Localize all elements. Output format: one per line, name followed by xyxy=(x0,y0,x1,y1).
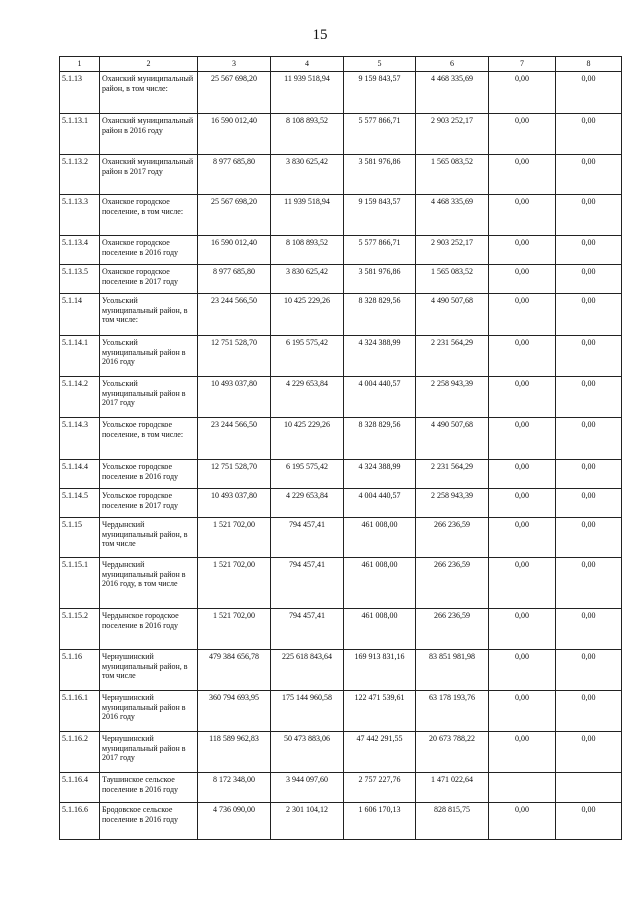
col3-value: 10 493 037,80 xyxy=(198,377,271,418)
col7-value xyxy=(489,773,556,803)
col8-value: 0,00 xyxy=(556,114,622,155)
col3-value: 25 567 698,20 xyxy=(198,72,271,114)
col5-value: 169 913 831,16 xyxy=(344,650,416,691)
row-code: 5.1.16.2 xyxy=(60,732,100,773)
row-name: Усольский муниципальный район, в том числе: xyxy=(100,294,198,336)
col4-value: 794 457,41 xyxy=(271,518,344,558)
column-header: 8 xyxy=(556,57,622,72)
column-header: 7 xyxy=(489,57,556,72)
col4-value: 6 195 575,42 xyxy=(271,460,344,489)
col4-value: 794 457,41 xyxy=(271,558,344,609)
row-code: 5.1.13 xyxy=(60,72,100,114)
col6-value: 266 236,59 xyxy=(416,518,489,558)
row-code: 5.1.13.5 xyxy=(60,265,100,294)
col7-value: 0,00 xyxy=(489,236,556,265)
col3-value: 1 521 702,00 xyxy=(198,518,271,558)
col7-value: 0,00 xyxy=(489,155,556,195)
col5-value: 4 004 440,57 xyxy=(344,489,416,518)
column-header: 1 xyxy=(60,57,100,72)
table-row xyxy=(60,691,622,732)
col3-value: 118 589 962,83 xyxy=(198,732,271,773)
col3-value: 8 977 685,80 xyxy=(198,155,271,195)
col7-value: 0,00 xyxy=(489,803,556,840)
col8-value: 0,00 xyxy=(556,336,622,377)
col8-value: 0,00 xyxy=(556,195,622,236)
row-name: Оханский муниципальный район в 2016 году xyxy=(100,114,198,155)
col4-value: 8 108 893,52 xyxy=(271,114,344,155)
row-name: Усольское городское поселение в 2016 году xyxy=(100,460,198,489)
table-row xyxy=(60,650,622,691)
row-name: Оханский муниципальный район, в том числе: xyxy=(100,72,198,114)
col7-value: 0,00 xyxy=(489,489,556,518)
column-header: 4 xyxy=(271,57,344,72)
col3-value: 23 244 566,50 xyxy=(198,418,271,460)
row-code: 5.1.16.4 xyxy=(60,773,100,803)
col6-value: 266 236,59 xyxy=(416,558,489,609)
row-name: Чернушинский муниципальный район в 2017 году xyxy=(100,732,198,773)
col6-value: 4 468 335,69 xyxy=(416,195,489,236)
col4-value: 2 301 104,12 xyxy=(271,803,344,840)
col4-value: 3 830 625,42 xyxy=(271,155,344,195)
col3-value: 16 590 012,40 xyxy=(198,114,271,155)
col6-value: 2 258 943,39 xyxy=(416,377,489,418)
col4-value: 11 939 518,94 xyxy=(271,72,344,114)
col6-value: 1 471 022,64 xyxy=(416,773,489,803)
col6-value: 2 231 564,29 xyxy=(416,336,489,377)
col6-value: 1 565 083,52 xyxy=(416,155,489,195)
table-row xyxy=(60,236,622,265)
row-name: Бродовское сельское поселение в 2016 году xyxy=(100,803,198,840)
col4-value: 11 939 518,94 xyxy=(271,195,344,236)
col6-value: 4 468 335,69 xyxy=(416,72,489,114)
row-code: 5.1.15.1 xyxy=(60,558,100,609)
column-header: 5 xyxy=(344,57,416,72)
col6-value: 20 673 788,22 xyxy=(416,732,489,773)
table-row xyxy=(60,155,622,195)
col8-value: 0,00 xyxy=(556,265,622,294)
row-name: Оханское городское поселение в 2017 году xyxy=(100,265,198,294)
row-name: Усольское городское поселение в 2017 году xyxy=(100,489,198,518)
col8-value: 0,00 xyxy=(556,236,622,265)
col5-value: 461 008,00 xyxy=(344,609,416,650)
page-number: 15 xyxy=(312,27,328,43)
col5-value: 5 577 866,71 xyxy=(344,236,416,265)
col3-value: 8 172 348,00 xyxy=(198,773,271,803)
col8-value: 0,00 xyxy=(556,803,622,840)
table-row xyxy=(60,732,622,773)
table-row xyxy=(60,609,622,650)
col5-value: 122 471 539,61 xyxy=(344,691,416,732)
col5-value: 9 159 843,57 xyxy=(344,195,416,236)
col4-value: 4 229 653,84 xyxy=(271,489,344,518)
table-row xyxy=(60,489,622,518)
col4-value: 175 144 960,58 xyxy=(271,691,344,732)
col5-value: 4 004 440,57 xyxy=(344,377,416,418)
col4-value: 794 457,41 xyxy=(271,609,344,650)
col5-value: 1 606 170,13 xyxy=(344,803,416,840)
row-name: Усольский муниципальный район в 2017 году xyxy=(100,377,198,418)
row-code: 5.1.14.3 xyxy=(60,418,100,460)
row-name: Таушинское сельское поселение в 2016 году xyxy=(100,773,198,803)
row-name: Чердынский муниципальный район, в том числе xyxy=(100,518,198,558)
row-name: Чернушинский муниципальный район в 2016 году xyxy=(100,691,198,732)
table-row xyxy=(60,195,622,236)
col8-value: 0,00 xyxy=(556,294,622,336)
row-name: Чердынское городское поселение в 2016 году xyxy=(100,609,198,650)
column-header: 6 xyxy=(416,57,489,72)
col6-value: 2 903 252,17 xyxy=(416,236,489,265)
col3-value: 479 384 656,78 xyxy=(198,650,271,691)
table-row xyxy=(60,773,622,803)
col4-value: 50 473 883,06 xyxy=(271,732,344,773)
col8-value: 0,00 xyxy=(556,518,622,558)
col6-value: 2 258 943,39 xyxy=(416,489,489,518)
col8-value xyxy=(556,773,622,803)
col4-value: 3 830 625,42 xyxy=(271,265,344,294)
col6-value: 63 178 193,76 xyxy=(416,691,489,732)
column-header: 2 xyxy=(100,57,198,72)
col6-value: 828 815,75 xyxy=(416,803,489,840)
col8-value: 0,00 xyxy=(556,377,622,418)
col4-value: 3 944 097,60 xyxy=(271,773,344,803)
col3-value: 23 244 566,50 xyxy=(198,294,271,336)
col7-value: 0,00 xyxy=(489,518,556,558)
table-row xyxy=(60,803,622,840)
col6-value: 2 231 564,29 xyxy=(416,460,489,489)
row-code: 5.1.14.1 xyxy=(60,336,100,377)
col3-value: 12 751 528,70 xyxy=(198,336,271,377)
col7-value: 0,00 xyxy=(489,294,556,336)
header-row xyxy=(60,57,622,72)
row-code: 5.1.15.2 xyxy=(60,609,100,650)
col7-value: 0,00 xyxy=(489,650,556,691)
col4-value: 8 108 893,52 xyxy=(271,236,344,265)
col7-value: 0,00 xyxy=(489,460,556,489)
row-code: 5.1.16.1 xyxy=(60,691,100,732)
row-name: Чердынский муниципальный район в 2016 году, в том числе xyxy=(100,558,198,609)
budget-table xyxy=(59,56,622,840)
col4-value: 10 425 229,26 xyxy=(271,294,344,336)
col4-value: 4 229 653,84 xyxy=(271,377,344,418)
row-code: 5.1.14.4 xyxy=(60,460,100,489)
col6-value: 4 490 507,68 xyxy=(416,294,489,336)
col5-value: 3 581 976,86 xyxy=(344,155,416,195)
col3-value: 8 977 685,80 xyxy=(198,265,271,294)
col6-value: 1 565 083,52 xyxy=(416,265,489,294)
col5-value: 5 577 866,71 xyxy=(344,114,416,155)
row-name: Чернушинский муниципальный район, в том числе xyxy=(100,650,198,691)
col3-value: 12 751 528,70 xyxy=(198,460,271,489)
row-code: 5.1.13.1 xyxy=(60,114,100,155)
col8-value: 0,00 xyxy=(556,460,622,489)
col7-value: 0,00 xyxy=(489,732,556,773)
col7-value: 0,00 xyxy=(489,336,556,377)
col8-value: 0,00 xyxy=(556,609,622,650)
col5-value: 461 008,00 xyxy=(344,518,416,558)
table-row xyxy=(60,114,622,155)
col3-value: 4 736 090,00 xyxy=(198,803,271,840)
row-code: 5.1.14 xyxy=(60,294,100,336)
col7-value: 0,00 xyxy=(489,114,556,155)
col3-value: 1 521 702,00 xyxy=(198,609,271,650)
row-name: Оханское городское поселение в 2016 году xyxy=(100,236,198,265)
row-code: 5.1.13.2 xyxy=(60,155,100,195)
row-code: 5.1.15 xyxy=(60,518,100,558)
col7-value: 0,00 xyxy=(489,195,556,236)
table-row xyxy=(60,294,622,336)
col7-value: 0,00 xyxy=(489,691,556,732)
col6-value: 83 851 981,98 xyxy=(416,650,489,691)
col8-value: 0,00 xyxy=(556,489,622,518)
col8-value: 0,00 xyxy=(556,691,622,732)
col5-value: 4 324 388,99 xyxy=(344,336,416,377)
row-name: Усольское городское поселение, в том числе: xyxy=(100,418,198,460)
col8-value: 0,00 xyxy=(556,558,622,609)
col5-value: 4 324 388,99 xyxy=(344,460,416,489)
row-code: 5.1.16 xyxy=(60,650,100,691)
table-row xyxy=(60,336,622,377)
col3-value: 16 590 012,40 xyxy=(198,236,271,265)
row-code: 5.1.14.2 xyxy=(60,377,100,418)
col5-value: 2 757 227,76 xyxy=(344,773,416,803)
row-name: Оханский муниципальный район в 2017 году xyxy=(100,155,198,195)
col7-value: 0,00 xyxy=(489,72,556,114)
table-row xyxy=(60,518,622,558)
table-row xyxy=(60,418,622,460)
col7-value: 0,00 xyxy=(489,377,556,418)
col6-value: 4 490 507,68 xyxy=(416,418,489,460)
col3-value: 25 567 698,20 xyxy=(198,195,271,236)
column-header: 3 xyxy=(198,57,271,72)
col7-value: 0,00 xyxy=(489,418,556,460)
row-code: 5.1.16.6 xyxy=(60,803,100,840)
col3-value: 1 521 702,00 xyxy=(198,558,271,609)
col4-value: 225 618 843,64 xyxy=(271,650,344,691)
row-name: Оханское городское поселение, в том числе: xyxy=(100,195,198,236)
col6-value: 266 236,59 xyxy=(416,609,489,650)
col5-value: 8 328 829,56 xyxy=(344,294,416,336)
table-row xyxy=(60,265,622,294)
col8-value: 0,00 xyxy=(556,732,622,773)
col7-value: 0,00 xyxy=(489,609,556,650)
col5-value: 8 328 829,56 xyxy=(344,418,416,460)
table-row xyxy=(60,72,622,114)
row-code: 5.1.13.4 xyxy=(60,236,100,265)
col4-value: 6 195 575,42 xyxy=(271,336,344,377)
col8-value: 0,00 xyxy=(556,72,622,114)
col4-value: 10 425 229,26 xyxy=(271,418,344,460)
col5-value: 3 581 976,86 xyxy=(344,265,416,294)
col6-value: 2 903 252,17 xyxy=(416,114,489,155)
table-row xyxy=(60,377,622,418)
col8-value: 0,00 xyxy=(556,650,622,691)
col7-value: 0,00 xyxy=(489,265,556,294)
table-row xyxy=(60,460,622,489)
col3-value: 10 493 037,80 xyxy=(198,489,271,518)
row-code: 5.1.13.3 xyxy=(60,195,100,236)
col5-value: 9 159 843,57 xyxy=(344,72,416,114)
col7-value: 0,00 xyxy=(489,558,556,609)
col8-value: 0,00 xyxy=(556,418,622,460)
row-code: 5.1.14.5 xyxy=(60,489,100,518)
col5-value: 47 442 291,55 xyxy=(344,732,416,773)
col3-value: 360 794 693,95 xyxy=(198,691,271,732)
table-row xyxy=(60,558,622,609)
col8-value: 0,00 xyxy=(556,155,622,195)
row-name: Усольский муниципальный район в 2016 году xyxy=(100,336,198,377)
col5-value: 461 008,00 xyxy=(344,558,416,609)
